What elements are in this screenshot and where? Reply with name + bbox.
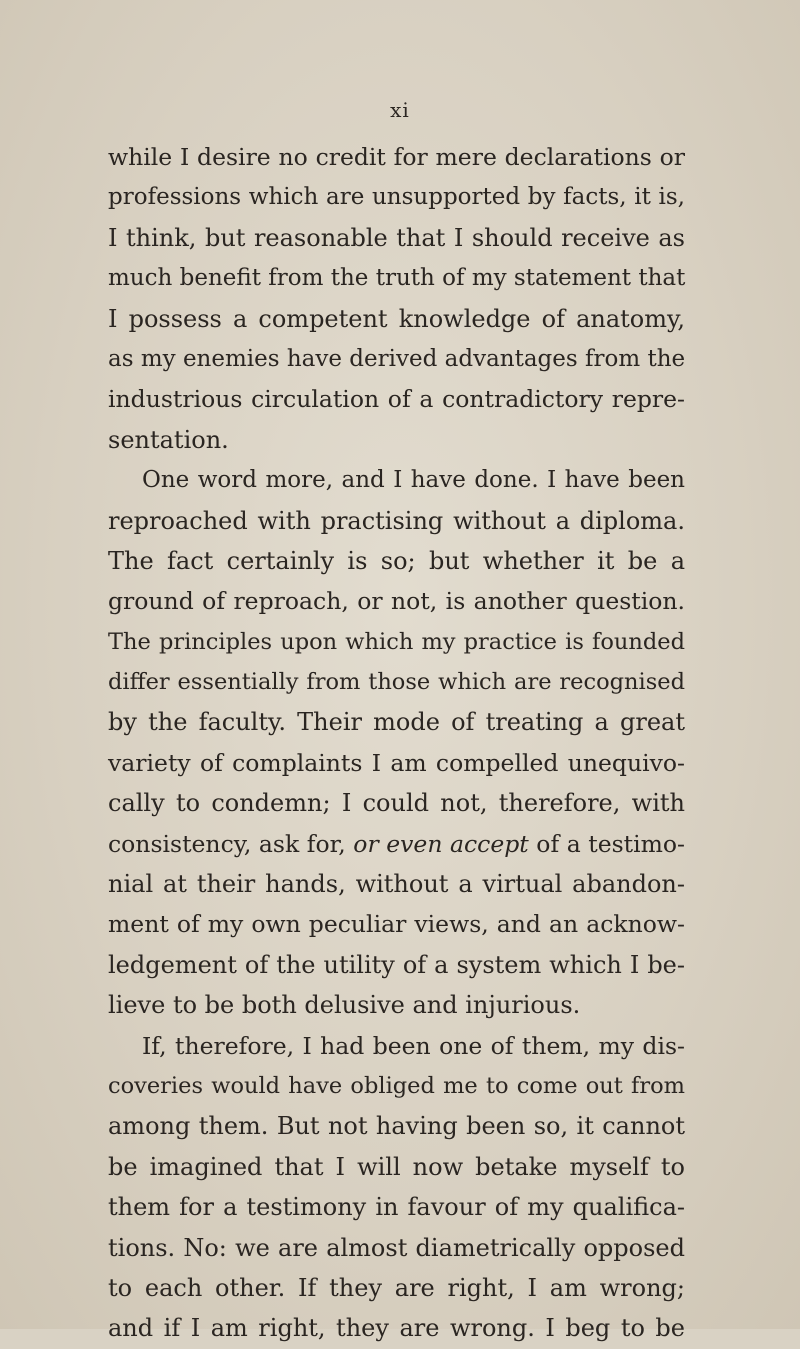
body-text	[108, 137, 685, 1349]
text-segment: consistency, ask for,	[108, 829, 346, 858]
text-line: One word more, and I have done. I have been	[142, 467, 685, 494]
text-line: cally to condemn; I could not, therefore, with	[108, 789, 685, 818]
text-line: The principles upon which my practice is founded	[108, 628, 685, 655]
text-line: much benefit from the truth of my statement that	[108, 265, 686, 292]
text-line: reproached with practising without a diploma.	[108, 506, 685, 535]
text-line: while I desire no credit for mere declarations or	[108, 143, 685, 171]
text-line: ground of reproach, or not, is another question.	[108, 587, 685, 616]
italic-phrase: or even accept	[353, 829, 529, 858]
text-line: lieve to be both delusive and injurious.	[108, 991, 581, 1020]
text-line: by the faculty. Their mode of treating a great	[108, 708, 685, 737]
text-line: ledgement of the utility of a system which I be-	[108, 950, 685, 979]
text-line: to each other. If they are right, I am wrong;	[108, 1273, 685, 1302]
text-line: coveries would have obliged me to come out from	[108, 1072, 685, 1099]
text-line: and if I am right, they are wrong. I beg to be	[108, 1314, 685, 1343]
text-segment: of a testimo-	[536, 829, 685, 858]
text-line: sentation.	[108, 425, 229, 454]
text-line: ment of my own peculiar views, and an acknow-	[108, 910, 685, 939]
text-line: If, therefore, I had been one of them, my dis-	[142, 1031, 685, 1060]
text-line: nial at their hands, without a virtual abandon-	[108, 870, 685, 899]
text-line: be imagined that I will now betake myself to	[108, 1152, 685, 1181]
text-line: among them. But not having been so, it cannot	[108, 1112, 685, 1141]
text-line: tions. No: we are almost diametrically opposed	[108, 1233, 685, 1262]
text-line: industrious circulation of a contradictory repre-	[108, 385, 685, 414]
text-line: I think, but reasonable that I should receive as	[108, 223, 685, 252]
text-line: I possess a competent knowledge of anatomy,	[108, 304, 685, 333]
text-line: variety of complaints I am compelled unequivo-	[108, 748, 685, 777]
text-line: The fact certainly is so; but whether it be a	[108, 546, 685, 575]
page-number: xi	[390, 98, 410, 122]
text-line: differ essentially from those which are recognised	[108, 669, 685, 696]
text-line-mixed	[108, 824, 685, 864]
text-line: professions which are unsupported by facts, it is,	[108, 184, 685, 211]
text-line: as my enemies have derived advantages from the	[108, 345, 686, 372]
text-line: them for a testimony in favour of my qualifica-	[108, 1193, 685, 1222]
